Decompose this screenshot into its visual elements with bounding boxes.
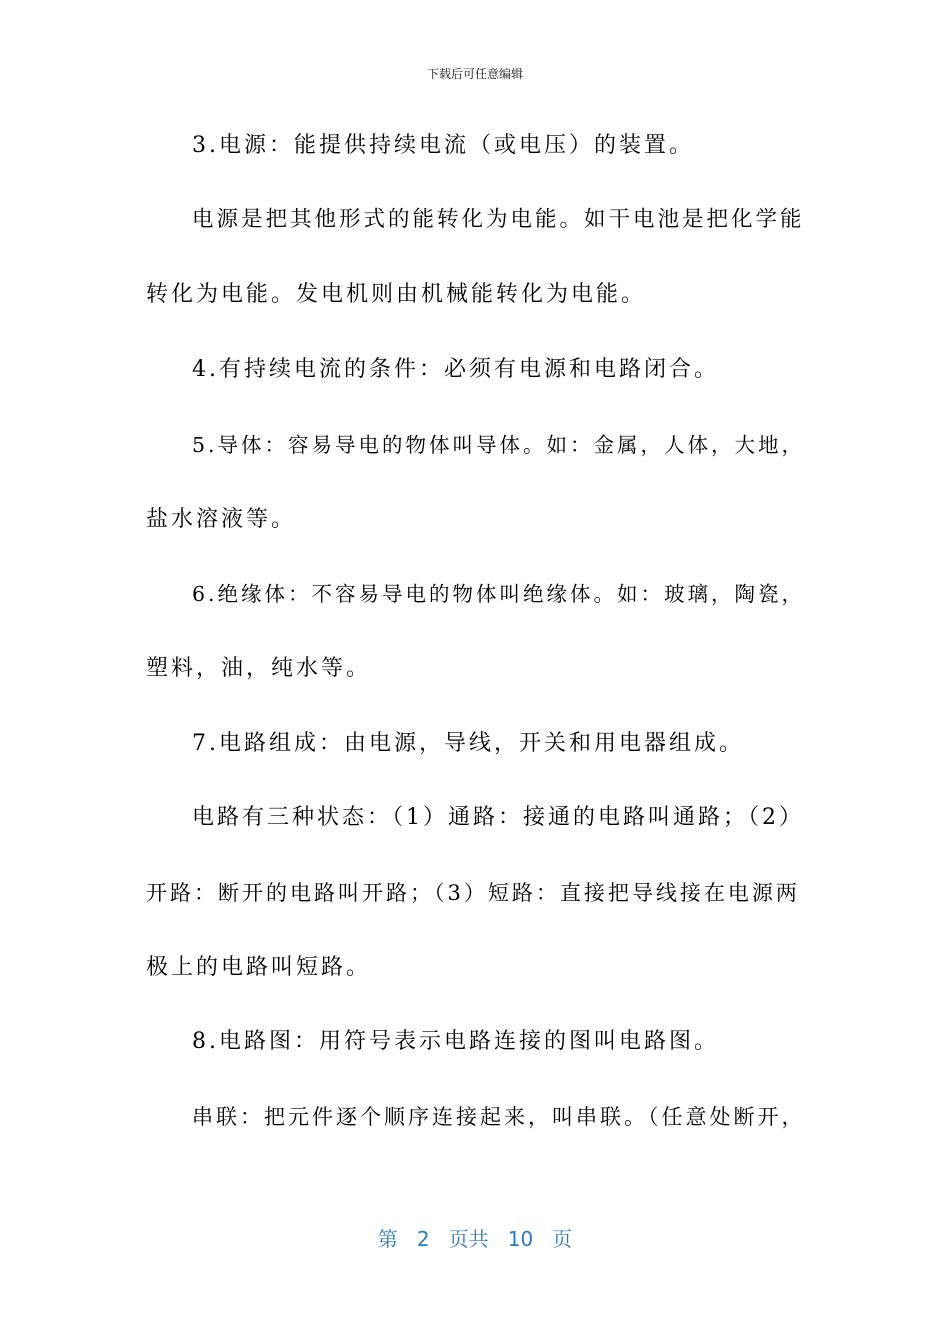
text-line: 串联：把元件逐个顺序连接起来，叫串联。（任意处断开， — [192, 1105, 806, 1129]
footer-suffix: 页 — [552, 1227, 573, 1251]
page-header-note: 下载后可任意编辑 — [426, 67, 523, 81]
footer-prefix: 第 — [377, 1227, 398, 1251]
text-line: 塑料，油，纯水等。 — [146, 656, 372, 681]
text-line: 开路：断开的电路叫开路；（3）短路：直接把导线接在电源两 — [146, 881, 800, 905]
text-line: 3.电源：能提供持续电流（或电压）的装置。 — [192, 133, 694, 158]
text-line: 盐水溶液等。 — [146, 507, 297, 532]
footer-total-pages: 10 — [507, 1227, 534, 1251]
text-line: 6.绝缘体：不容易导电的物体叫绝缘体。如：玻璃，陶瓷， — [192, 582, 806, 606]
text-line: 8.电路图：用符号表示电路连接的图叫电路图。 — [192, 1029, 719, 1054]
text-line: 极上的电路叫短路。 — [146, 955, 372, 980]
text-line: 7.电路组成：由电源，导线，开关和用电器组成。 — [192, 731, 744, 756]
text-line: 5.导体：容易导电的物体叫导体。如：金属，人体，大地， — [192, 433, 806, 457]
text-line: 电源是把其他形式的能转化为电能。如干电池是把化学能 — [192, 207, 805, 232]
text-line: 4.有持续电流的条件：必须有电源和电路闭合。 — [192, 357, 719, 382]
page-footer — [0, 1226, 950, 1252]
text-line: 转化为电能。发电机则由机械能转化为电能。 — [146, 282, 647, 307]
footer-page-number: 2 — [416, 1227, 430, 1251]
text-line: 电路有三种状态：（1）通路：接通的电路叫通路；（2） — [192, 805, 804, 830]
footer-middle: 页共 — [448, 1227, 489, 1251]
